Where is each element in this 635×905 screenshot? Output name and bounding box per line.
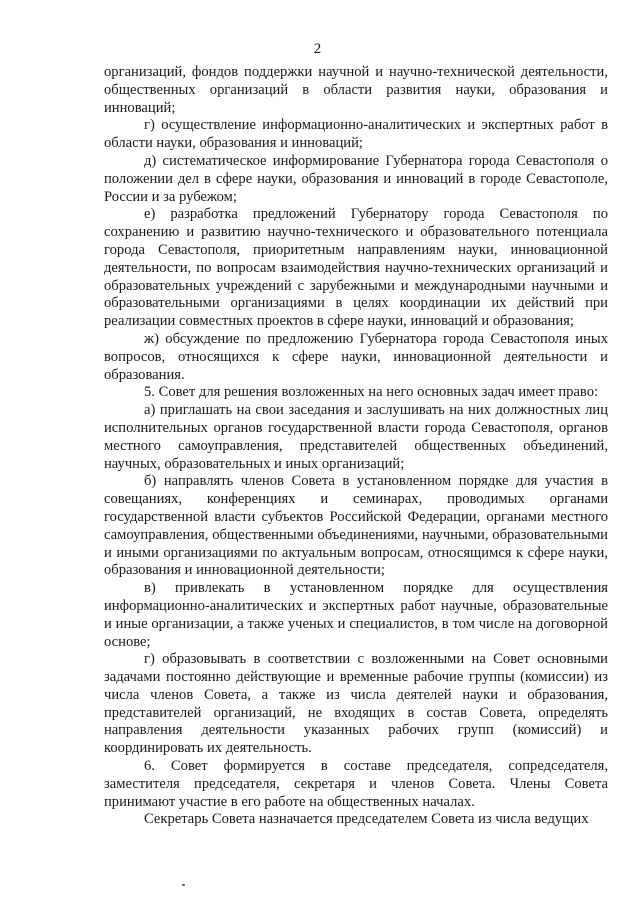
paragraph-item-g: г) осуществление информационно-аналитических и экспертных работ в области науки, образования и инноваций; (104, 117, 608, 152)
paragraph-item-g-2: г) образовывать в соответствии с возложенными на Совет основными задачами постоянно действующие и временные рабочие группы (комиссии) из числа членов Совета, а также из числа деятелей науки и образования, представителей организаций, не входящих в состав Совета, определять направления деятельности указанных рабочих групп (комиссий) и координировать их деятельность. (104, 651, 608, 757)
document-body (104, 64, 608, 829)
paragraph-item-zh: ж) обсуждение по предложению Губернатора города Севастополя иных вопросов, относящихся к сфере науки, инновационной деятельности и образования. (104, 330, 608, 383)
paragraph-item-a: а) приглашать на свои заседания и заслушивать на них должностных лиц исполнительных органов государственной власти города Севастополя, органов местного самоуправления, представителей общественных объединений, научных, образовательных и иных организаций; (104, 402, 608, 472)
paragraph-section-5: 5. Совет для решения возложенных на него основных задач имеет право: (144, 384, 599, 401)
paragraph-section-6: 6. Совет формируется в составе председателя, сопредседателя, заместителя председателя, секретаря и членов Совета. Члены Совета принимают участие в его работе на общественных началах. (104, 758, 608, 810)
paragraph-item-d: д) систематическое информирование Губернатора города Севастополя о положении дел в сфере науки, образования и инноваций в городе Севастополе, России и за рубежом; (104, 152, 608, 205)
paragraph-item-e: е) разработка предложений Губернатору города Севастополя по сохранению и развитию научно-технического и образовательного потенциала города Севастополя, приоритетным направлениям науки, инновационной деятельности, по вопросам взаимодействия научно-технических организаций и образовательных учреждений с зарубежными и международными научными и образовательными организациями в целях координации их действий при реализации совместных проектов в сфере науки, инноваций и образования; (104, 206, 608, 330)
page-number: 2 (313, 41, 322, 57)
paragraph-item-b: б) направлять членов Совета в установленном порядке для участия в совещаниях, конференциях и семинарах, проводимых органами государственной власти субъектов Российской Федерации, органами местного самоуправления, общественными объединениями, научными, образовательными и иными организациями по актуальным вопросам, относящимся к сфере науки, образования и инновационной деятельности; (104, 473, 608, 579)
paragraph-continuation: организаций, фондов поддержки научной и научно-технической деятельности, общественных организаций в области развития науки, образования и инноваций; (104, 64, 608, 116)
paragraph-secretary: Секретарь Совета назначается председателем Совета из числа ведущих (144, 811, 589, 828)
scan-speck (182, 884, 185, 886)
paragraph-item-v: в) привлекать в установленном порядке для осуществления информационно-аналитических и экспертных работ научные, образовательные и иные организации, а также ученых и специалистов, в том числе на договорной основе; (104, 580, 608, 650)
